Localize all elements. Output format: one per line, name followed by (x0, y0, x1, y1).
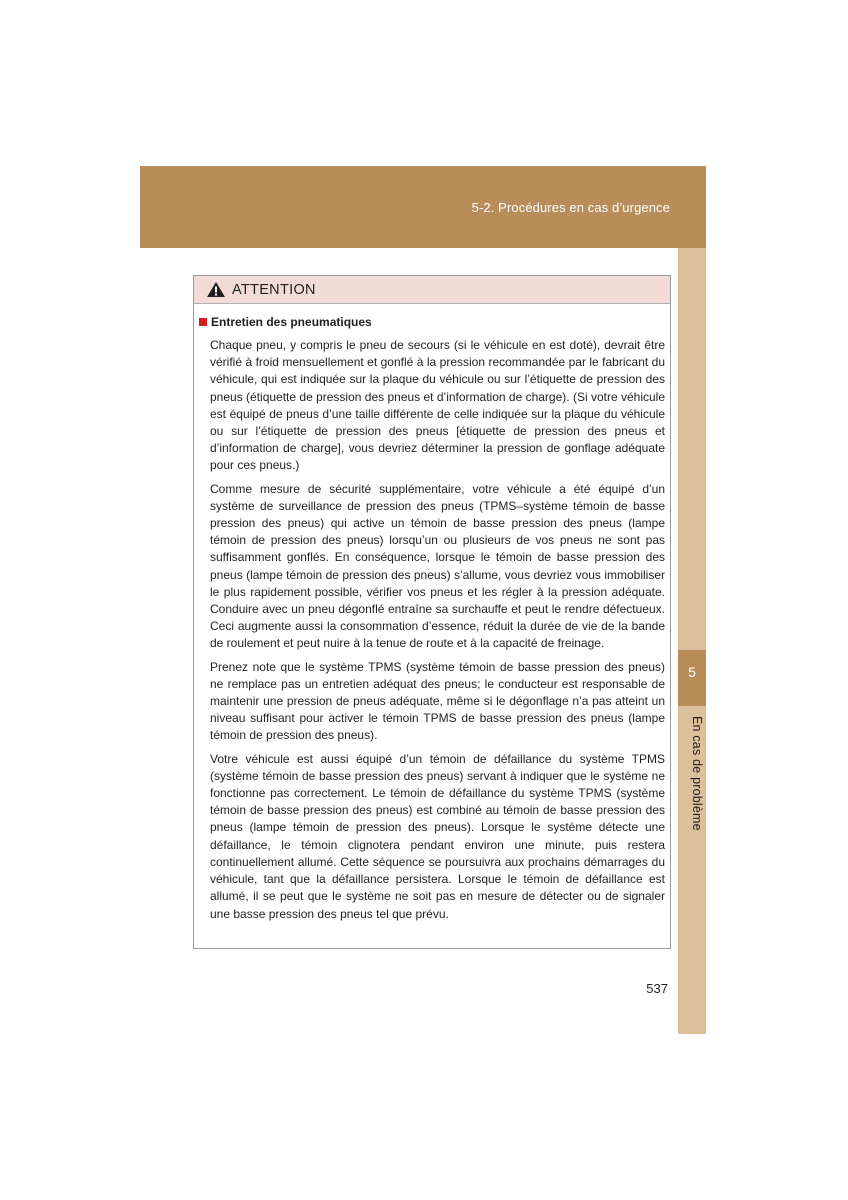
paragraph: Chaque pneu, y compris le pneu de secours (si le véhicule en est doté), devrait être vérifié à froid mensuellement et gonflé à la pression recommandée par le fabricant du véhicule, qui est indiquée sur la plaque du véhicule ou sur l’étiquette de pression des pneus (étiquette de pression des pneus et d’information de charge). (Si votre véhicule est équipé de pneus d’une taille différente de celle indiquée sur la plaque du véhicule ou sur l’étiquette de pression des pneus [étiquette de pression des pneus et d’information de charge], vous devriez déterminer la pression de gonflage adéquate pour ces pneus.) (210, 338, 665, 473)
chapter-title: En cas de problème (690, 716, 704, 831)
caution-box (193, 275, 671, 949)
caution-body (210, 337, 665, 929)
paragraph: Prenez note que le système TPMS (système témoin de basse pression des pneus) ne remplace pas un entretien adéquat des pneus; le conducteur est responsable de maintenir une pression de pneus adéquate, même si le dégonflage n’a pas atteint un niveau suffisant pour activer le témoin TPMS de basse pression des pneus (lampe témoin de pression des pneus). (210, 659, 665, 743)
bullet-square-icon (199, 318, 207, 326)
paragraph: Comme mesure de sécurité supplémentaire, votre véhicule a été équipé d’un système de surveillance de pression des pneus (TPMS–système témoin de basse pression des pneus) qui active un témoin de basse pression des pneus (lampe témoin de pression des pneus) lorsqu’un ou plusieurs de vos pneus ne sont pas suffisamment gonflés. En conséquence, lorsque le témoin de basse pression des pneus (lampe témoin de pression des pneus) s’allume, vous devriez vous immobiliser le plus rapidement possible, vérifier vos pneus et les régler à la pression adéquate. Conduire avec un pneu dégonflé entraîne sa surchauffe et peut le rendre défectueux. Ceci augmente aussi la consommation d’essence, réduit la durée de vie de la bande de roulement et peut nuire à la tenue de route et à la capacité de freinage. (210, 481, 665, 651)
caution-header (194, 276, 670, 304)
caution-title: ATTENTION (232, 281, 316, 298)
header-band (140, 166, 706, 248)
chapter-side-strip (678, 248, 706, 1034)
page-number: 537 (646, 981, 668, 996)
chapter-tab (678, 650, 706, 706)
paragraph: Votre véhicule est aussi équipé d’un témoin de défaillance du système TPMS (système témoin de basse pression des pneus) servant à indiquer que le système ne fonctionne pas correctement. Le témoin de défaillance du système TPMS (système témoin de basse pression des pneus) est combiné au témoin de basse pression des pneus (lampe témoin de pression des pneus). Lorsque le système détecte une défaillance, le témoin clignotera pendant environ une minute, puis restera continuellement allumé. Cette séquence se poursuivra aux prochains démarrages du véhicule, tant que la défaillance persistera. Lorsque le témoin de défaillance est allumé, il se peut que le système ne soit pas en mesure de détecter ou de signaler une basse pression des pneus tel que prévu. (210, 751, 665, 921)
caution-subheading (199, 315, 372, 329)
section-title: 5-2. Procédures en cas d’urgence (471, 200, 670, 215)
subheading-text: Entretien des pneumatiques (211, 315, 372, 329)
warning-icon (206, 281, 226, 298)
chapter-number: 5 (688, 664, 696, 680)
